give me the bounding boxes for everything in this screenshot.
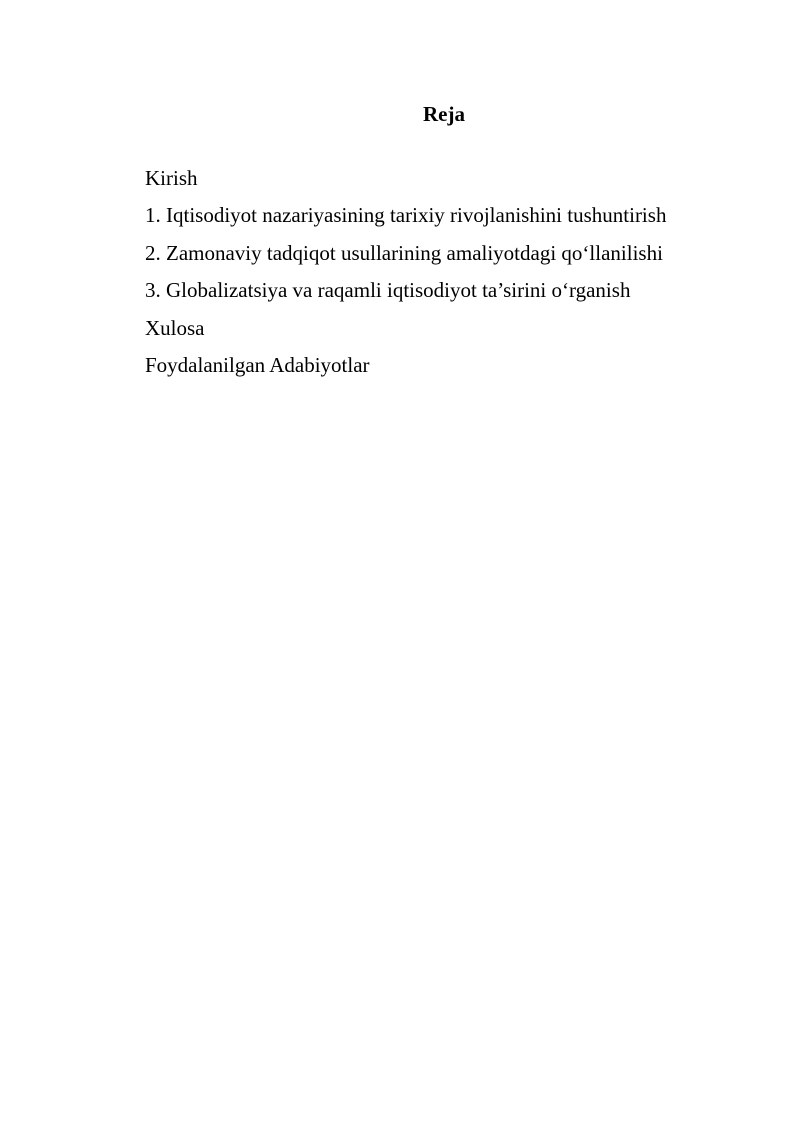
page-title: Reja [423,102,465,126]
toc-item-conclusion: Xulosa [145,315,205,340]
toc-item-introduction: Kirish [145,166,198,190]
toc-item-chapter-2: 2. Zamonaviy tadqiqot usullarining amaliyotdagi qo‘llanilishi [145,240,663,265]
table-of-contents [145,160,765,384]
toc-item-references: Foydalanilgan Adabiyotlar [145,353,370,378]
toc-item-chapter-1: 1. Iqtisodiyot nazariyasining tarixiy rivojlanishini tushuntirish [145,203,667,228]
toc-item-chapter-3: 3. Globalizatsiya va raqamli iqtisodiyot ta’sirini o‘rganish [145,278,631,303]
